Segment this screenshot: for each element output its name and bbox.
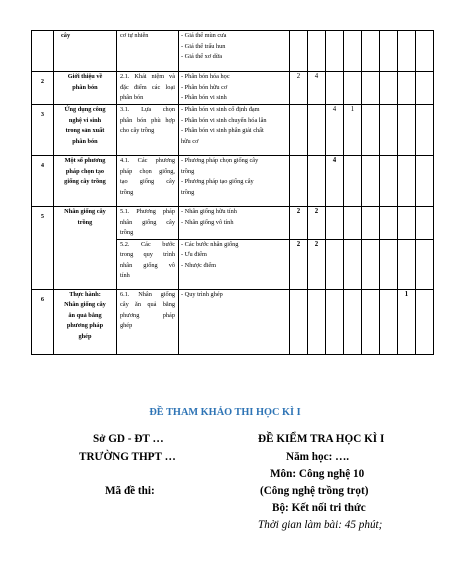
question-count-cell bbox=[416, 31, 434, 72]
cell-line: 5.2. Các bước bbox=[120, 240, 175, 248]
question-count-cell bbox=[380, 156, 398, 207]
exam-matrix-table bbox=[31, 30, 434, 355]
question-count-cell: 4 bbox=[326, 105, 344, 156]
content-cell bbox=[117, 207, 179, 240]
cell-line: pháp chọn tạo bbox=[65, 167, 105, 175]
cell-line: phân bón bbox=[72, 137, 98, 145]
cell-line: 3.1. Lựa chọn bbox=[120, 106, 175, 113]
question-count-cell bbox=[398, 105, 416, 156]
cell-line: - Nhược điểm bbox=[181, 261, 217, 269]
cell-line: Nhân giống cây bbox=[64, 301, 106, 308]
matrix-body bbox=[32, 31, 434, 355]
cell-line: nhân giống vô bbox=[120, 261, 175, 269]
question-count-cell bbox=[380, 72, 398, 105]
row-number: 6 bbox=[32, 289, 54, 354]
question-count-cell bbox=[416, 72, 434, 105]
cell-line: trồng bbox=[181, 188, 195, 196]
cell-line: nhân giống cây bbox=[120, 218, 175, 226]
topic-cell bbox=[54, 72, 117, 105]
question-count-cell bbox=[326, 207, 344, 240]
question-count-cell bbox=[362, 156, 380, 207]
content-cell bbox=[117, 156, 179, 207]
topic-cell bbox=[54, 31, 117, 72]
cell-line: - Phân bón hữu cơ bbox=[181, 83, 228, 91]
question-count-cell bbox=[362, 72, 380, 105]
row-number: 5 bbox=[32, 207, 54, 290]
cell-line: cây bbox=[61, 32, 71, 39]
cell-line: Giới thiệu về bbox=[67, 73, 103, 80]
question-count-cell bbox=[362, 239, 380, 289]
subject-subtitle: (Công nghệ trồng trọt) bbox=[260, 485, 369, 497]
question-count-cell bbox=[326, 31, 344, 72]
question-count-cell bbox=[362, 289, 380, 354]
question-count-cell bbox=[308, 105, 326, 156]
question-count-cell bbox=[344, 289, 362, 354]
question-count-cell bbox=[326, 72, 344, 105]
cell-line: cây ăn quả bằng bbox=[120, 301, 175, 308]
content-cell bbox=[117, 72, 179, 105]
question-count-cell bbox=[344, 31, 362, 72]
cell-line: trồng bbox=[120, 229, 134, 236]
question-count-cell bbox=[416, 289, 434, 354]
cell-line: trồng bbox=[181, 167, 195, 175]
cell-line: 5.1. Phương pháp bbox=[120, 208, 175, 215]
question-count-cell bbox=[398, 239, 416, 289]
cell-line: 2.1. Khái niệm và bbox=[120, 73, 175, 80]
requirement-cell bbox=[179, 156, 290, 207]
cell-line: - Phương pháp tạo giống cây bbox=[181, 178, 254, 185]
cell-line: cơ tự nhiên bbox=[120, 32, 149, 39]
question-count-cell bbox=[344, 207, 362, 240]
subject-label: Môn: Công nghệ 10 bbox=[270, 468, 365, 480]
question-count-cell bbox=[362, 31, 380, 72]
content-cell bbox=[117, 105, 179, 156]
question-count-cell bbox=[380, 31, 398, 72]
school-year: Năm học: …. bbox=[286, 451, 350, 463]
cell-line: - Nhân giống vô tính bbox=[181, 218, 234, 226]
question-count-cell bbox=[344, 156, 362, 207]
question-count-cell bbox=[362, 207, 380, 240]
cell-line: - Nhân giống hữu tính bbox=[181, 208, 237, 215]
question-count-cell bbox=[326, 239, 344, 289]
question-count-cell bbox=[380, 289, 398, 354]
content-cell bbox=[117, 31, 179, 72]
question-count-cell bbox=[416, 105, 434, 156]
row-number bbox=[32, 31, 54, 72]
cell-line: - Giá thể mùn cưa bbox=[181, 32, 227, 39]
question-count-cell bbox=[398, 156, 416, 207]
question-count-cell: 4 bbox=[308, 72, 326, 105]
question-count-cell bbox=[362, 105, 380, 156]
question-count-cell: 2 bbox=[308, 207, 326, 240]
requirement-cell bbox=[179, 289, 290, 354]
cell-line: trong quy trình bbox=[120, 251, 175, 258]
topic-cell bbox=[54, 289, 117, 354]
cell-line: 6.1. Nhân giống bbox=[120, 290, 175, 298]
cell-line: tính bbox=[120, 272, 130, 279]
question-count-cell bbox=[380, 207, 398, 240]
cell-line: phương pháp bbox=[66, 322, 104, 329]
question-count-cell bbox=[308, 289, 326, 354]
question-count-cell: 2 bbox=[290, 72, 308, 105]
cell-line: - Các bước nhân giống bbox=[181, 240, 239, 248]
cell-line: cho cây trồng bbox=[120, 127, 155, 134]
cell-line: 4.1. Các phương bbox=[120, 157, 175, 164]
requirement-cell bbox=[179, 31, 290, 72]
book-series: Bộ: Kết nối tri thức bbox=[272, 502, 366, 514]
cell-line: ghép bbox=[120, 322, 133, 329]
content-cell bbox=[117, 289, 179, 354]
question-count-cell bbox=[344, 72, 362, 105]
cell-line: phân bón bbox=[120, 94, 144, 101]
cell-line: pháp chọn giống, bbox=[120, 167, 175, 175]
requirement-cell bbox=[179, 72, 290, 105]
topic-cell bbox=[54, 156, 117, 207]
cell-line: - Phân bón vi sinh chuyển hóa lân bbox=[181, 116, 267, 124]
question-count-cell bbox=[398, 207, 416, 240]
cell-line: - Phân bón vi sinh bbox=[181, 94, 227, 101]
exam-title: ĐỀ KIỂM TRA HỌC KÌ I bbox=[258, 433, 385, 445]
cell-line: Ứng dụng công bbox=[64, 106, 106, 113]
requirement-cell bbox=[179, 207, 290, 240]
cell-line: ghép bbox=[78, 332, 92, 340]
cell-line: - Quy trình ghép bbox=[181, 290, 223, 298]
cell-line: Một số phương bbox=[64, 157, 106, 164]
question-count-cell: 4 bbox=[326, 156, 344, 207]
question-count-cell bbox=[290, 31, 308, 72]
cell-line: giống cây trồng bbox=[64, 178, 106, 185]
question-count-cell bbox=[416, 156, 434, 207]
row-number: 2 bbox=[32, 72, 54, 105]
cell-line: phân bón phù hợp bbox=[120, 116, 175, 124]
table-row bbox=[32, 207, 434, 240]
school-name: TRƯỜNG THPT … bbox=[79, 451, 176, 463]
cell-line: - Phân bón vi sinh phân giải chất bbox=[181, 127, 264, 134]
exam-heading: ĐỀ THAM KHẢO THI HỌC KÌ I bbox=[149, 407, 301, 418]
question-count-cell: 1 bbox=[398, 289, 416, 354]
cell-line: - Giá thể xơ dừa bbox=[181, 53, 223, 60]
question-count-cell bbox=[398, 31, 416, 72]
question-count-cell bbox=[326, 289, 344, 354]
question-count-cell: 2 bbox=[308, 239, 326, 289]
question-count-cell bbox=[308, 31, 326, 72]
table-row bbox=[32, 105, 434, 156]
question-count-cell bbox=[290, 289, 308, 354]
cell-line: phương pháp bbox=[120, 311, 175, 319]
cell-line: nghệ vi sinh bbox=[68, 116, 102, 124]
row-number: 3 bbox=[32, 105, 54, 156]
requirement-cell bbox=[179, 105, 290, 156]
row-number: 4 bbox=[32, 156, 54, 207]
table-row bbox=[32, 156, 434, 207]
question-count-cell bbox=[290, 156, 308, 207]
department-label: Sở GD - ĐT … bbox=[93, 433, 164, 445]
cell-line: ăn quả bằng bbox=[68, 311, 102, 319]
time-allowed: Thời gian làm bài: 45 phút; bbox=[258, 519, 383, 531]
table-row bbox=[32, 72, 434, 105]
requirement-cell bbox=[179, 239, 290, 289]
cell-line: phân bón bbox=[72, 83, 98, 91]
question-count-cell bbox=[290, 105, 308, 156]
question-count-cell bbox=[344, 239, 362, 289]
cell-line: - Ưu điểm bbox=[181, 251, 207, 258]
question-count-cell bbox=[380, 105, 398, 156]
question-count-cell bbox=[308, 156, 326, 207]
table-row bbox=[32, 31, 434, 72]
cell-line: Thực hành: bbox=[69, 290, 101, 298]
question-count-cell bbox=[416, 207, 434, 240]
question-count-cell: 2 bbox=[290, 207, 308, 240]
cell-line: - Phân bón vi sinh cố định đạm bbox=[181, 106, 260, 113]
question-count-cell: 1 bbox=[344, 105, 362, 156]
content-cell bbox=[117, 239, 179, 289]
cell-line: - Giá thể trấu hun bbox=[181, 42, 226, 50]
cell-line: trong sản xuất bbox=[65, 127, 105, 134]
question-count-cell bbox=[398, 72, 416, 105]
cell-line: Nhân giống cây bbox=[64, 208, 106, 215]
cell-line: trồng bbox=[77, 218, 93, 226]
exam-code-label: Mã đề thi: bbox=[105, 485, 155, 497]
cell-line: đặc điểm các loại bbox=[120, 83, 175, 91]
cell-line: hữu cơ bbox=[181, 137, 199, 145]
topic-cell bbox=[54, 207, 117, 290]
question-count-cell: 2 bbox=[290, 239, 308, 289]
question-count-cell bbox=[380, 239, 398, 289]
cell-line: - Phương pháp chọn giống cây bbox=[181, 157, 259, 164]
cell-line: trồng bbox=[120, 188, 134, 196]
topic-cell bbox=[54, 105, 117, 156]
table-row bbox=[32, 289, 434, 354]
cell-line: - Phân bón hóa học bbox=[181, 73, 230, 80]
question-count-cell bbox=[416, 239, 434, 289]
cell-line: tạo giống cây bbox=[120, 178, 175, 185]
